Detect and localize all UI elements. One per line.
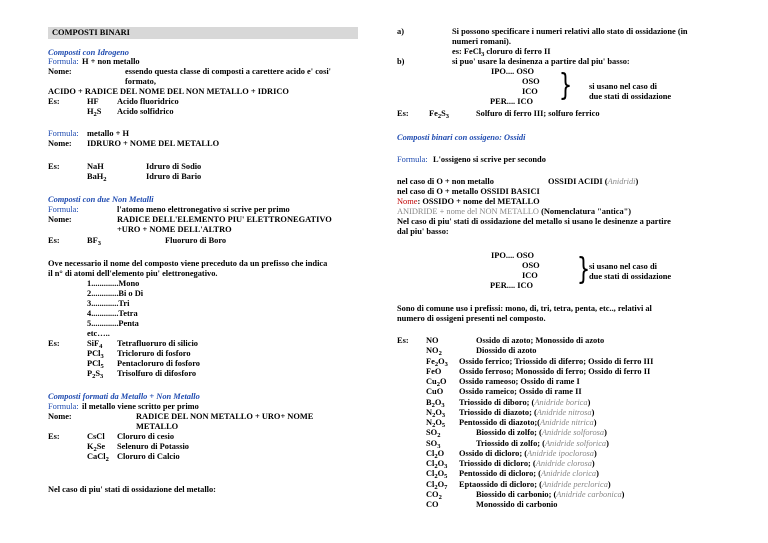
oxide-name: Ossido ferrico; Triossido di diferro; Ossido di ferro III — [459, 356, 654, 366]
oxide-name: Eptaossido di dicloro; (Anidride perclorica) — [459, 479, 611, 489]
formula-pcl5: PCl$_5$ — [87, 359, 104, 370]
formula-pcl3: PCl$_3$ — [87, 349, 104, 360]
suffix-per: PER.... ICO — [490, 281, 534, 290]
formula-sif4: SiF$_4$ — [87, 339, 103, 350]
oxide-name: Triossido di diboro; (Anidride borica) — [459, 397, 591, 407]
nome-label: Nome: — [48, 215, 72, 224]
nome-text: RADICE DELL'ELEMENTO PIU' ELETTRONEGATIVO — [117, 215, 332, 224]
formula-label: Formula: — [48, 402, 79, 411]
page-title: COMPOSTI BINARI — [52, 28, 130, 37]
prefix-item: 3.............Tri — [87, 299, 130, 308]
formula-text: l'atomo meno elettronegativo si scrive per primo — [117, 205, 290, 214]
nome-text: RADICE DEL NON METALLO + URO+ NOME — [136, 412, 314, 421]
suffix-ico: ICO — [522, 87, 538, 96]
example-label: Es: — [48, 339, 60, 348]
oxide-name: Ossido ferroso; Monossido di ferro; Ossido di ferro II — [459, 366, 651, 376]
nome-text: IDRURO + NOME DEL METALLO — [87, 139, 220, 148]
oxide-formula: $N_2O_5$ — [426, 418, 446, 429]
oxide-formula: $SO_3$ — [426, 438, 441, 450]
oxide-formula: $N_2O_3$ — [426, 407, 446, 419]
prefix-item: 5.............Penta — [87, 319, 139, 328]
oxide-name: Ossido rameico; Ossido di rame II — [459, 387, 582, 397]
formula-label: Formula: — [48, 205, 79, 214]
formula-fe2s3: $Fe_2S_3$ — [429, 109, 450, 120]
nome-text-cont: METALLO — [136, 422, 179, 431]
formula-bah2: BaH$_2$ — [87, 172, 107, 183]
oxide-formula: NO — [426, 336, 439, 345]
oxide-name: Triossido di dicloro; (Anidride clorosa) — [459, 459, 595, 468]
name-bah2: Idruro di Bario — [146, 172, 202, 181]
example-label: Es: — [48, 162, 60, 171]
oxide-formula: $Fe_2O_3$ — [426, 356, 448, 368]
formula-cscl: CsCl — [87, 432, 105, 441]
item-a-text: Si possono specificare i numeri relativi allo stato di ossidazione (in — [452, 27, 688, 36]
brace-note-cont: due stati di ossidazione — [589, 272, 672, 281]
oxide-formula: $SO_2$ — [426, 428, 441, 440]
oxide-formula: FeO — [426, 366, 442, 376]
formula-hf: HF — [87, 97, 99, 106]
prefix-item: 4.............Tetra — [87, 309, 138, 318]
formula-nah: NaH — [87, 162, 104, 171]
name-cacl2: Cloruro di Calcio — [117, 452, 180, 461]
formula-text: H + non metallo — [82, 57, 140, 66]
example-label: Es: — [397, 109, 409, 118]
oxide-name: Pentossido di dicloro; (Anidride clorica) — [459, 469, 599, 479]
nome-text-cont: +URO + NOME DELL'ALTRO — [117, 225, 232, 234]
item-a-label: a) — [397, 27, 404, 36]
name-cscl: Cloruro di cesio — [117, 432, 175, 441]
oxide-formula: $Cl_2O$ — [426, 448, 445, 460]
name-h2s: Acido solfidrico — [117, 107, 174, 116]
prefix-item: 2.............Bi o Di — [87, 289, 144, 298]
name-hf: Acido fluoridrico — [117, 97, 179, 106]
brace-note: si usano nel caso di — [589, 262, 657, 271]
oxide-rule-5: Nel caso di piu' stati di ossidazione del metallo si usano le desinenze a partire — [397, 217, 671, 226]
prefix-note: Ove necessario il nome del composto viene preceduto da un prefisso che indica — [48, 259, 328, 268]
oxidation-note: Nel caso di piu' stati di ossidazione del metallo: — [48, 485, 216, 494]
suffix-per: PER.... ICO — [490, 97, 534, 106]
name-p2s3: Trisolfuro di difosforo — [117, 369, 197, 378]
example-label: Es: — [48, 432, 60, 441]
oxide-name: Biossido di zolfo; (Anidride solforosa) — [476, 428, 607, 438]
name-fe2s3: Solfuro di ferro III; solfuro ferrico — [476, 109, 600, 118]
item-b-text: si puo' usare la desinenza a partire dal piu' basso: — [452, 57, 630, 66]
section-title-hydrogen: Composti con Idrogeno — [48, 48, 129, 57]
brace-note: si usano nel caso di — [589, 82, 657, 91]
example-label: Es: — [48, 97, 60, 106]
name-pcl5: Pentacloruro di fosforo — [117, 359, 200, 368]
oxide-name: Triossido di zolfo; (Anidride solforica) — [476, 438, 609, 448]
naming-rule: ACIDO + RADICE DEL NOME DEL NON METALLO + IDRICO — [48, 87, 289, 96]
nome-text: essendo questa classe di composti a carettere acido e' cosi' — [125, 67, 332, 76]
oxide-name: Ossido di azoto; Monossido di azoto — [476, 336, 605, 345]
item-a-text-cont: numeri romani). — [452, 37, 511, 46]
item-a-example: es: FeCl$_3$ cloruro di ferro II — [452, 47, 551, 58]
oxide-rule-1b: OSSIDI ACIDI (Anidridi) — [548, 177, 639, 186]
name-pcl3: Tricloruro di fosforo — [117, 349, 191, 358]
nome-label: Nome: — [48, 139, 72, 148]
oxide-name: Monossido di carbonio — [476, 500, 558, 509]
formula-label: Formula: — [397, 155, 428, 164]
formula-p2s3: $P_2S_3$ — [87, 369, 104, 380]
suffix-oso: OSO — [522, 77, 540, 86]
oxide-name: Ossido di dicloro; (Anidride ipoclorosa) — [459, 448, 597, 458]
suffix-ipo: IPO.... OSO — [491, 67, 535, 76]
nome-label: Nome: — [48, 67, 72, 76]
formula-bf3: $BF_3$ — [87, 236, 101, 247]
formula-label: Formula: — [48, 57, 79, 66]
oxide-rule-2: nel caso di O + metallo OSSIDI BASICI — [397, 187, 540, 196]
oxide-formula: CO — [426, 500, 439, 509]
oxide-name: Pentossido di diazoto;(Anidride nitrica) — [459, 418, 597, 427]
prefix-item: 1.............Mono — [87, 279, 140, 288]
example-label: Es: — [48, 236, 60, 245]
formula-cacl2: CaCl$_2$ — [87, 452, 109, 463]
brace-note-cont: due stati di ossidazione — [589, 92, 672, 101]
nome-text-cont: formato, — [125, 77, 156, 86]
oxide-formula: $Cl_2O_5$ — [426, 469, 448, 481]
oxide-rule-4: ANIDRIDE + nome del NON METALLO (Nomenclatura "antica") — [397, 207, 632, 216]
oxide-name: Ossido rameoso; Ossido di rame I — [459, 377, 580, 386]
oxide-rule-6: dal piu' basso: — [397, 227, 449, 236]
item-b-label: b) — [397, 57, 405, 66]
formula-text: metallo + H — [87, 129, 129, 138]
brace-icon: } — [576, 252, 591, 287]
section-title-nonmetals: Composti con due Non Metalli — [48, 195, 154, 204]
prefix-note-cont: il n° di atomi dell'elemento piu' elettronegativo. — [48, 269, 218, 278]
name-nah: Idruro di Sodio — [146, 162, 202, 171]
section-title-oxides: Composti binari con ossigeno: Ossidi — [397, 133, 526, 142]
oxide-formula: CuO — [426, 387, 444, 397]
example-label: Es: — [397, 336, 409, 345]
formula-text: il metallo viene scritto per primo — [82, 402, 199, 411]
oxide-rule-1: nel caso di O + non metallo — [397, 177, 494, 186]
nome-label: Nome: — [48, 412, 72, 421]
oxide-formula: $B_2O_3$ — [426, 397, 445, 409]
formula-k2se: $K_2Se$ — [87, 442, 106, 453]
suffix-ico: ICO — [522, 271, 538, 280]
prefix-note: Sono di comune uso i prefissi: mono, di, tri, tetra, penta, etc.., relativi al — [397, 304, 652, 313]
name-k2se: Selenuro di Potassio — [117, 442, 189, 451]
brace-icon: } — [558, 68, 573, 103]
oxide-name: Diossido di azoto — [476, 346, 537, 356]
oxide-rule-3: Nome: OSSIDO + nome del METALLO — [397, 197, 540, 206]
suffix-ipo: IPO.... OSO — [491, 251, 535, 260]
oxide-name: Triossido di diazoto; (Anidride nitrosa) — [459, 407, 595, 417]
formula-text: L'ossigeno si scrive per secondo — [433, 155, 546, 164]
prefix-item: etc….. — [87, 329, 110, 338]
oxide-formula: $CO_2$ — [426, 489, 442, 501]
oxide-formula: $Cl_2O_7$ — [426, 479, 448, 491]
suffix-oso: OSO — [522, 261, 540, 270]
name-sif4: Tetrafluoruro di silicio — [117, 339, 198, 348]
formula-h2s: $H_2S$ — [87, 107, 102, 118]
formula-label: Formula: — [48, 129, 79, 138]
oxide-formula: $Cu_2O$ — [426, 377, 447, 388]
prefix-note-cont: numero di ossigeni presenti nel composto. — [397, 314, 546, 323]
section-title-metal-nonmetal: Composti formati da Metallo + Non Metallo — [48, 392, 200, 401]
oxide-formula: $Cl_2O_3$ — [426, 459, 448, 470]
oxide-formula: $NO_2$ — [426, 346, 442, 358]
name-bf3: Fluoruro di Boro — [165, 236, 227, 245]
oxide-name: Biossido di carbonio; (Anidride carbonica) — [476, 489, 625, 499]
